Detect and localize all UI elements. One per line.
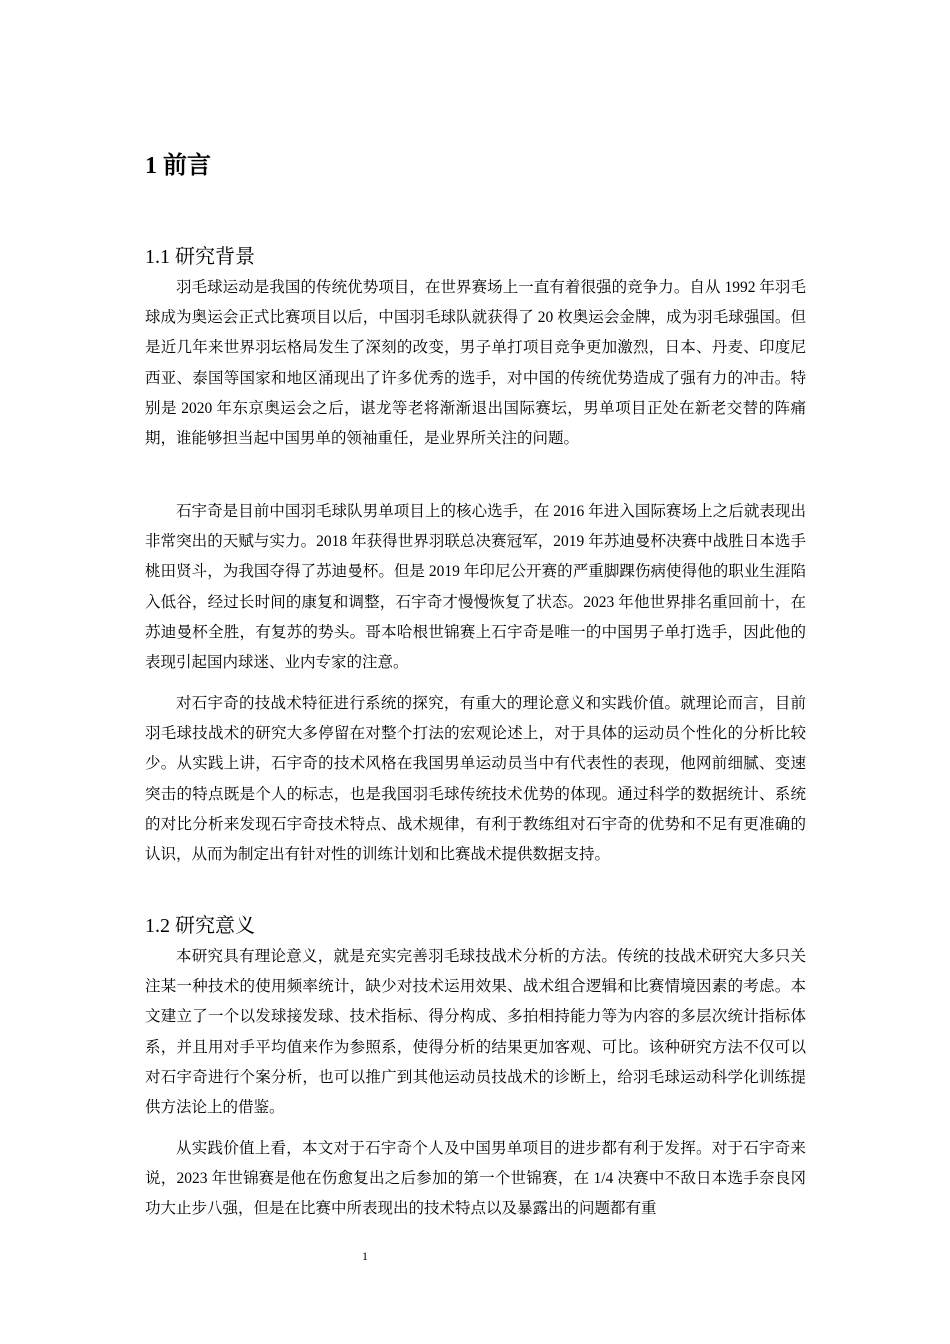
body-paragraph: 羽毛球运动是我国的传统优势项目，在世界赛场上一直有着很强的竞争力。自从 1992 年羽毛球成为奥运会正式比赛项目以后，中国羽毛球队就获得了 20 枚奥运会金牌，成为羽毛球强国。但是近几年来世界羽坛格局发生了深刻的改变，男子单打项目竞争更加激烈，日本、丹麦、印度尼西亚、泰国等国家和地区涌现出了许多优秀的选手，对中国的传统优势造成了强有力的冲击。特别是 2020 年东京奥运会之后，谌龙等老将渐渐退出国际赛坛，男单项目正处在新老交替的阵痛期，谁能够担当起中国男单的领袖重任，是业界所关注的问题。 xyxy=(145,279,806,448)
body-paragraph: 本研究具有理论意义，就是充实完善羽毛球技战术分析的方法。传统的技战术研究大多只关注某一种技术的使用频率统计，缺少对技术运用效果、战术组合逻辑和比赛情境因素的考虑。本文建立了一个以发球接发球、技术指标、得分构成、多拍相持能力等为内容的多层次统计指标体系，并且用对手平均值来作为参照系，使得分析的结果更加客观、可比。该种研究方法不仅可以对石宇奇进行个案分析，也可以推广到其他运动员技战术的诊断上，给羽毛球运动科学化训练提供方法论上的借鉴。 xyxy=(145,948,806,1117)
body-paragraph: 从实践价值上看，本文对于石宇奇个人及中国男单项目的进步都有利于发挥。对于石宇奇来说，2023 年世锦赛是他在伤愈复出之后参加的第一个世锦赛，在 1/4 决赛中不敌日本选手奈良冈功大止步八强，但是在比赛中所表现出的技术特点以及暴露出的问题都有重 xyxy=(145,1140,806,1218)
body-paragraph: 对石宇奇的技战术特征进行系统的探究，有重大的理论意义和实践价值。就理论而言，目前羽毛球技战术的研究大多停留在对整个打法的宏观论述上，对于具体的运动员个性化的分析比较少。从实践上讲，石宇奇的技术风格在我国男单运动员当中有代表性的表现，他网前细腻、变速突击的特点既是个人的标志，也是我国羽毛球传统技术优势的体现。通过科学的数据统计、系统的对比分析来发现石宇奇技术特点、战术规律，有利于教练组对石宇奇的优势和不足有更准确的认识，从而为制定出有针对性的训练计划和比赛战术提供数据支持。 xyxy=(145,695,806,864)
body-paragraph: 石宇奇是目前中国羽毛球队男单项目上的核心选手，在 2016 年进入国际赛场上之后就表现出非常突出的天赋与实力。2018 年获得世界羽联总决赛冠军，2019 年苏迪曼杯决赛中战胜日本选手桃田贤斗，为我国夺得了苏迪曼杯。但是 2019 年印尼公开赛的严重脚踝伤病使得他的职业生涯陷入低谷，经过长时间的康复和调整，石宇奇才慢慢恢复了状态。2023 年他世界排名重回前十，在苏迪曼杯全胜，有复苏的势头。哥本哈根世锦赛上石宇奇是唯一的中国男子单打选手，因此他的表现引起国内球迷、业内专家的注意。 xyxy=(145,503,806,672)
section-title-research-significance: 1.2 研究意义 xyxy=(145,915,255,937)
chapter-title: 1 前言 xyxy=(145,153,211,179)
section-title-research-background: 1.1 研究背景 xyxy=(145,246,255,268)
page-number: 1 xyxy=(362,1249,368,1263)
